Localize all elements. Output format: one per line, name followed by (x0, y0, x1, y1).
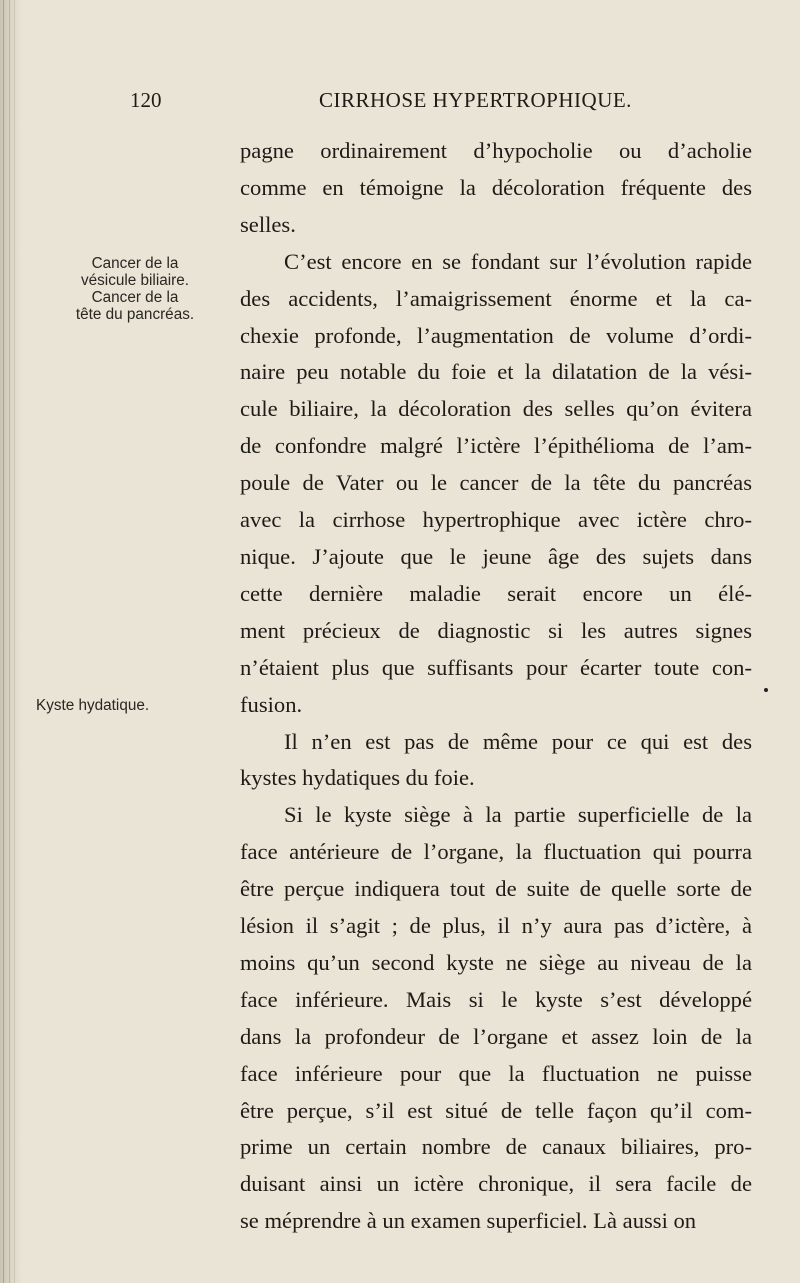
margin-note-line: Kyste hydatique. (36, 697, 150, 714)
text-line: ment précieux de diagnostic si les autres signes (240, 617, 752, 643)
body-text (240, 133, 752, 1240)
text-line: lésion il s’agit ; de plus, il n’y aura pas d’ictère, à (240, 913, 752, 939)
text-line: comme en témoigne la décoloration fréquente des (240, 174, 752, 200)
text-line: pagne ordinairement d’hypocholie ou d’acholie (240, 138, 752, 163)
text-line: cette dernière maladie serait encore un élé- (240, 580, 752, 606)
paragraph-start: Si le kyste siège à la partie superficielle de la (284, 802, 752, 828)
text-line: n’étaient plus que suffisants pour écarter toute con- (240, 654, 752, 680)
text-line: être perçue, s’il est situé de telle façon qu’il com- (240, 1097, 752, 1123)
text-line: avec la cirrhose hypertrophique avec ictère chro- (240, 507, 752, 533)
margin-note-line: vésicule biliaire. (81, 272, 189, 289)
text-line: des accidents, l’amaigrissement énorme et la ca- (240, 285, 752, 311)
margin-note-kyste (36, 697, 246, 714)
text-line: kystes hydatiques du foie. (240, 765, 475, 791)
text-line: prime un certain nombre de canaux biliaires, pro- (240, 1134, 752, 1160)
ink-speck (764, 688, 768, 692)
margin-note-line: tête du pancréas. (75, 306, 195, 323)
margin-note-line: Cancer de la (91, 255, 179, 272)
margin-note-cancer (30, 255, 240, 323)
paragraph-start: C’est encore en se fondant sur l’évolution rapide (284, 248, 752, 274)
gutter-edge-line (9, 0, 10, 1283)
text-line: être perçue indiquera tout de suite de quelle sorte de (240, 876, 752, 902)
text-line: nique. J’ajoute que le jeune âge des sujets dans (240, 543, 752, 569)
running-header (130, 88, 750, 118)
gutter-edge-line (3, 0, 4, 1283)
page-number: 120 (130, 88, 162, 112)
gutter-edge-line (14, 0, 15, 1283)
running-title: CIRRHOSE HYPERTROPHIQUE. (319, 88, 632, 112)
text-line: face inférieure pour que la fluctuation ne puisse (240, 1060, 752, 1086)
text-line: de confondre malgré l’ictère l’épithélioma de l’am- (240, 433, 752, 459)
margin-note-line: Cancer de la (91, 289, 179, 306)
text-line: selles. (240, 211, 296, 237)
text-line: moins qu’un second kyste ne siège au niveau de la (240, 949, 752, 975)
text-line: poule de Vater ou le cancer de la tête du pancréas (240, 470, 752, 496)
text-line: naire peu notable du foie et la dilatation de la vési- (240, 359, 752, 385)
text-line: duisant ainsi un ictère chronique, il sera facile de (240, 1171, 752, 1197)
text-line: cule biliaire, la décoloration des selles qu’on évitera (240, 396, 752, 422)
text-line: face antérieure de l’organe, la fluctuation qui pourra (240, 839, 752, 865)
text-line: se méprendre à un examen superficiel. Là aussi on (240, 1208, 697, 1234)
text-line: face inférieure. Mais si le kyste s’est développé (240, 986, 752, 1012)
paragraph-start: Il n’en est pas de même pour ce qui est des (284, 728, 752, 754)
text-line: fusion. (240, 691, 303, 717)
text-line: dans la profondeur de l’organe et assez loin de la (240, 1023, 752, 1049)
text-line: chexie profonde, l’augmentation de volume d’ordi- (240, 322, 752, 348)
